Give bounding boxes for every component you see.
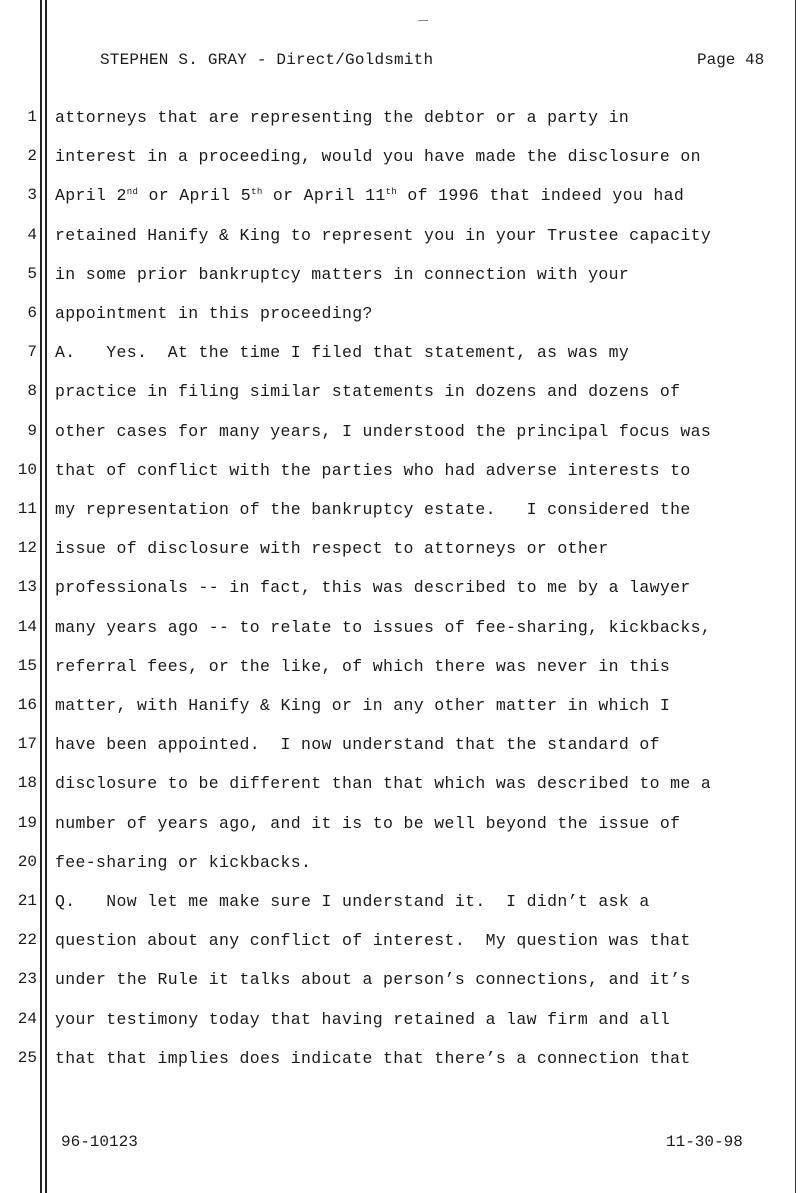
page-header-title: STEPHEN S. GRAY - Direct/Goldsmith <box>100 51 434 69</box>
transcript-line: fee-sharing or kickbacks. <box>55 852 312 872</box>
line-number: 25 <box>17 1048 37 1067</box>
line-segment: of 1996 that indeed you had <box>397 186 685 206</box>
line-number: 9 <box>27 421 37 440</box>
line-segment: or April 11 <box>262 186 386 206</box>
line-number: 13 <box>17 578 37 597</box>
right-margin-rule <box>795 0 796 1193</box>
ordinal-suffix: th <box>385 187 398 198</box>
line-number: 23 <box>17 970 37 989</box>
transcript-line: question about any conflict of interest. My question was that <box>55 931 691 951</box>
transcript-line: professionals -- in fact, this was described to me by a lawyer <box>55 578 691 598</box>
transcript-line: have been appointed. I now understand that the standard of <box>55 735 660 755</box>
line-number: 11 <box>17 500 37 518</box>
line-number: 6 <box>27 304 37 322</box>
transcript-line: that that implies does indicate that there’s a connection that <box>55 1048 691 1068</box>
transcript-line: Q. Now let me make sure I understand it. I didn’t ask a <box>55 892 650 911</box>
transcript-line: my representation of the bankruptcy estate. I considered the <box>55 500 691 519</box>
transcript-line: other cases for many years, I understood the principal focus was <box>55 421 712 441</box>
line-number: 15 <box>17 656 37 675</box>
line-number: 5 <box>27 264 37 283</box>
transcript-line: practice in filing similar statements in dozens and dozens of <box>55 382 681 402</box>
transcript-line: in some prior bankruptcy matters in connection with your <box>55 264 630 284</box>
line-number: 16 <box>17 696 37 714</box>
left-margin-rule-inner <box>45 0 47 1193</box>
line-number: 1 <box>27 108 37 126</box>
transcript-line: attorneys that are representing the debtor or a party in <box>55 108 630 127</box>
line-number: 20 <box>17 852 37 871</box>
transcript-line: number of years ago, and it is to be well beyond the issue of <box>55 813 681 833</box>
line-number: 12 <box>17 539 37 558</box>
transcript-line: under the Rule it talks about a person’s connections, and it’s <box>55 970 691 990</box>
transcript-line: issue of disclosure with respect to attorneys or other <box>55 539 609 559</box>
transcript-line: many years ago -- to relate to issues of fee-sharing, kickbacks, <box>55 617 712 637</box>
line-number: 4 <box>27 225 37 244</box>
transcript-line <box>55 186 684 205</box>
transcript-line: A. Yes. At the time I filed that statement, as was my <box>55 343 630 363</box>
transcript-line: retained Hanify & King to represent you in your Trustee capacity <box>55 225 712 245</box>
left-margin-rule <box>40 0 42 1193</box>
line-segment: April 2 <box>55 186 127 206</box>
transcript-line: matter, with Hanify & King or in any other matter in which I <box>55 696 671 715</box>
line-number: 18 <box>17 774 37 793</box>
transcript-line: your testimony today that having retained a law firm and all <box>55 1009 671 1029</box>
line-number: 2 <box>27 147 37 166</box>
ordinal-suffix: nd <box>126 187 139 198</box>
transcript-line: disclosure to be different than that which was described to me a <box>55 774 712 794</box>
transcript-line: referral fees, or the like, of which there was never in this <box>55 656 671 676</box>
transcript-date: 11-30-98 <box>666 1133 743 1151</box>
line-number: 10 <box>17 460 37 479</box>
transcript-line: appointment in this proceeding? <box>55 304 373 323</box>
line-number: 21 <box>17 892 37 910</box>
transcript-line: that of conflict with the parties who had adverse interests to <box>55 460 691 480</box>
line-segment: or April 5 <box>138 186 252 206</box>
ordinal-suffix: th <box>251 187 263 198</box>
line-number: 17 <box>17 735 37 754</box>
transcript-line: interest in a proceeding, would you have made the disclosure on <box>55 147 701 167</box>
line-number: 14 <box>17 617 37 636</box>
line-number: 24 <box>17 1009 37 1028</box>
line-number: 19 <box>17 813 37 832</box>
case-number: 96-10123 <box>61 1133 138 1151</box>
page-number: Page 48 <box>697 51 765 69</box>
line-number: 22 <box>17 931 37 950</box>
line-number: 8 <box>27 382 37 401</box>
line-number: 3 <box>27 186 37 205</box>
line-number: 7 <box>27 343 37 362</box>
scan-mark <box>418 20 428 21</box>
